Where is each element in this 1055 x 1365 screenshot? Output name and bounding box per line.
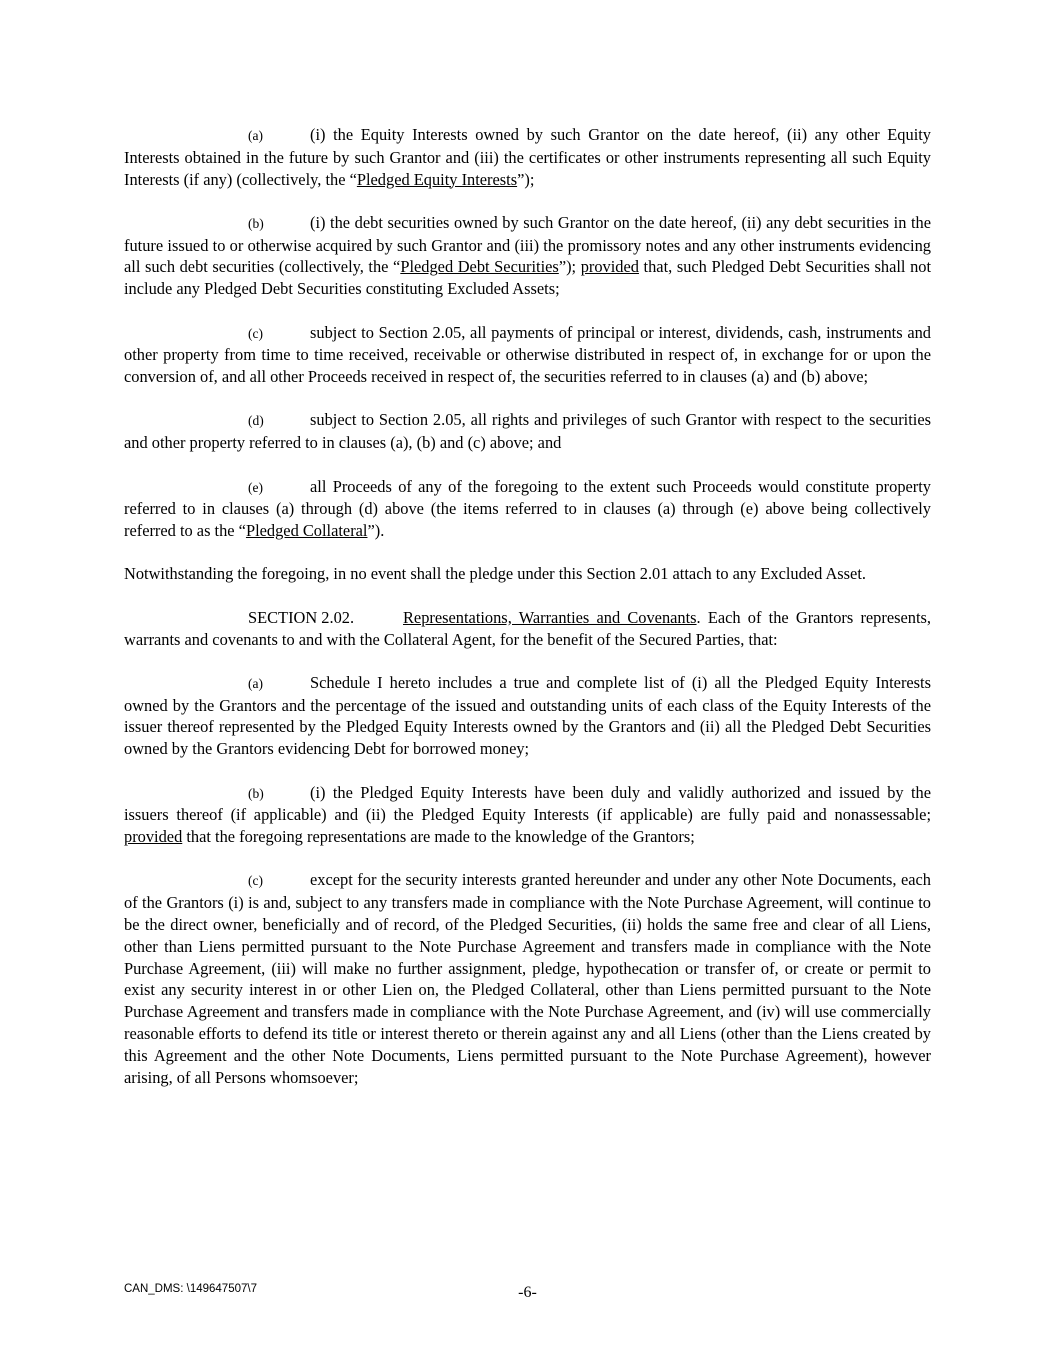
notwithstanding-paragraph: Notwithstanding the foregoing, in no event shall the pledge under this Section 2.01 attach to any Excluded Asset. <box>124 564 866 584</box>
clause-text: subject to Section 2.05, all rights and privileges of such Grantor with respect to the securities and other property referred to in clauses (a), (b) and (c) above; and <box>124 410 931 453</box>
defined-term: Pledged Collateral <box>245 521 368 541</box>
section-text: . Each of the Grantors represents, warrants and covenants to and with the Collateral Agent, for the benefit of the Secured Parties, that: <box>124 607 931 649</box>
clause-b <box>124 212 931 300</box>
defined-term: Pledged Equity Interests <box>356 169 518 189</box>
clause-label: (d) <box>248 413 264 429</box>
clause-text: that, such Pledged Debt Securities shall not include any Pledged Debt Securities constituting Excluded Assets; <box>124 257 932 299</box>
clause-text: (i) the Pledged Equity Interests have been duly and validly authorized and issued by the issuers thereof (if applicable) and (ii) the Pledged Equity Interests (if applicable) are fully paid and nonassessable; <box>124 782 931 825</box>
clause-text: subject to Section 2.05, all payments of principal or interest, dividends, cash, instruments and other property from time to time received, receivable or otherwise distributed in respect of, in exchange for or upon the conversion of, and all other Proceeds received in respect of, the securities referred to in clauses (a) and (b) above; <box>124 322 931 387</box>
section-2-02-heading <box>124 607 931 651</box>
proviso-term: provided <box>580 257 639 277</box>
clause-text: (i) the Equity Interests owned by such Grantor on the date hereof, (ii) any other Equity Interests obtained in the future by such Grantor and (iii) the certificates or other instruments representing all such Equity Interests (if any) (collectively, the “ <box>124 125 931 189</box>
clause-text: Schedule I hereto includes a true and complete list of (i) all the Pledged Equity Interests owned by the Grantors and the percentage of the issued and outstanding units of each class of the Equity Interests of the issuer thereof represented by the Pledged Equity Interests owned by the Grantors and (ii) all the Pledged Debt Securities owned by the Grantors evidencing Debt for borrowed money; <box>124 672 931 759</box>
clause-text: ”). <box>367 521 385 541</box>
clause-d <box>124 409 931 454</box>
rep-clause-b <box>124 782 931 848</box>
clause-label: (b) <box>248 215 264 231</box>
footer-page-number: -6- <box>518 1284 537 1301</box>
clause-label: (c) <box>248 873 263 889</box>
clause-e <box>124 476 931 542</box>
clause-c <box>124 322 931 388</box>
clause-label: (a) <box>248 675 263 691</box>
defined-term: Pledged Debt Securities <box>400 257 559 277</box>
section-title: Representations, Warranties and Covenants <box>403 607 697 627</box>
footer-document-id: CAN_DMS: \149647507\7 <box>124 1283 257 1295</box>
clause-text: that the foregoing representations are made to the knowledge of the Grantors; <box>182 827 695 847</box>
clause-a <box>124 124 931 190</box>
clause-label: (b) <box>248 785 264 801</box>
clause-label: (c) <box>248 325 263 341</box>
clause-text: all Proceeds of any of the foregoing to the extent such Proceeds would constitute property referred to in clauses (a) through (d) above (the items referred to in clauses (a) through (e) above being collectively referred to as the “ <box>124 476 931 541</box>
rep-clause-c <box>124 869 931 1088</box>
clause-label: (e) <box>248 479 263 495</box>
clause-text: ”); <box>517 169 535 189</box>
clause-text: except for the security interests granted hereunder and under any other Note Documents, each of the Grantors (i) is and, subject to any transfers made in compliance with the Note Purchase Agreement, will continue to be the direct owner, beneficially and of record, of the Pledged Securities, (ii) holds the same free and clear of all Liens, other than Liens permitted pursuant to the Note Purchase Agreement and transfers made in compliance with the Note Purchase Agreement, (iii) will make no further assignment, pledge, hypothecation or transfer of, or create or permit to exist any security interest in or other Lien on, the Pledged Collateral, other than Liens permitted pursuant to the Note Purchase Agreement and transfers made in compliance with the Note Purchase Agreement, and (iv) will use commercially reasonable efforts to defend its title or interest thereto or therein against any and all Liens (other than the Liens created by this Agreement and the other Note Documents, Liens permitted pursuant to the Note Purchase Agreement), however arising, of all Persons whomsoever; <box>124 870 931 1087</box>
rep-clause-a <box>124 672 931 760</box>
section-number: SECTION 2.02. <box>248 607 355 627</box>
clause-label: (a) <box>248 128 263 143</box>
clause-text: ”); <box>558 257 581 277</box>
document-page <box>124 124 931 1110</box>
proviso-term: provided <box>124 827 183 847</box>
clause-text: (i) the debt securities owned by such Grantor on the date hereof, (ii) any debt securities in the future issued to or otherwise acquired by such Grantor and (iii) the promissory notes and any other instruments evidencing all such debt securities (collectively, the “ <box>124 212 931 277</box>
